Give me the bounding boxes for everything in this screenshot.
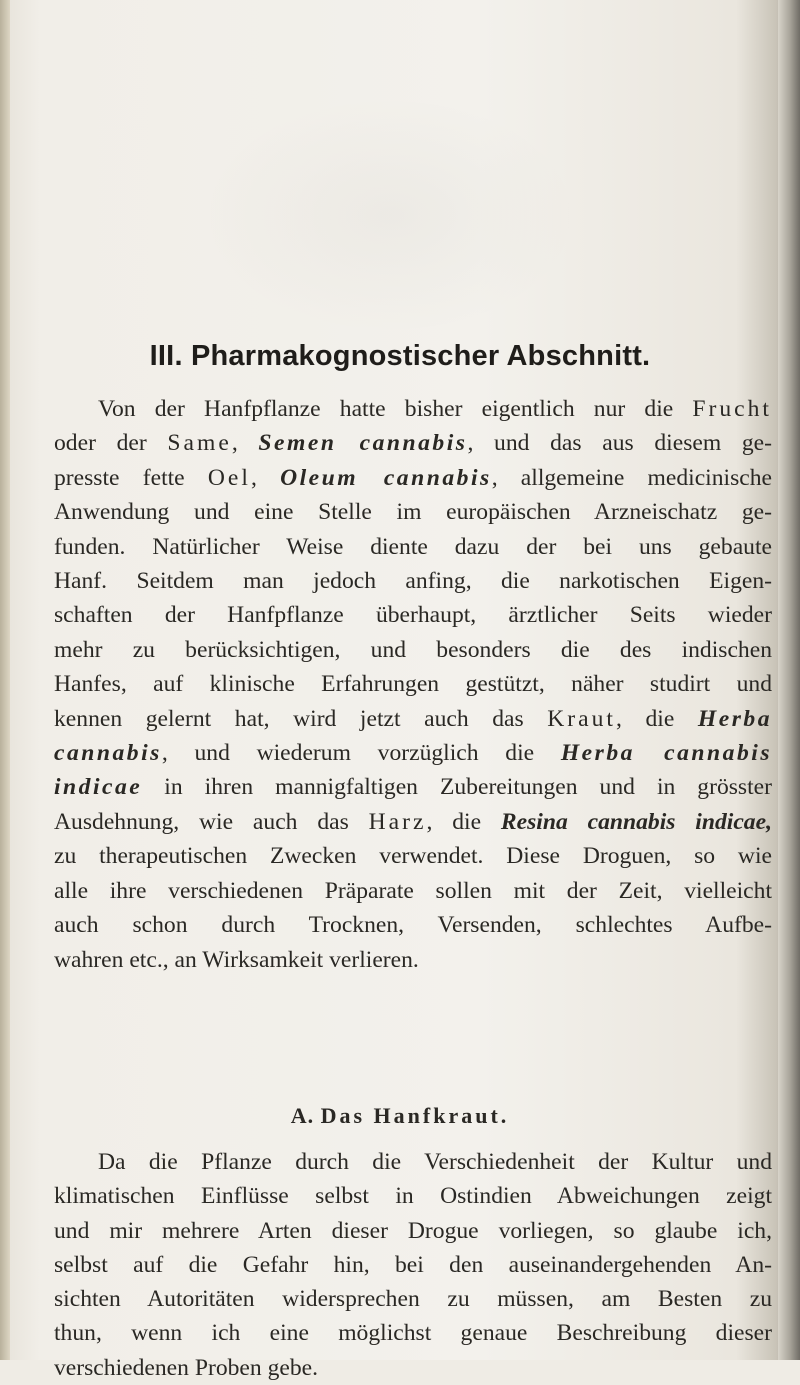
text-line: alle ihre verschiedenen Präparate sollen mit der Zeit, vielleicht [54,877,772,904]
text-run: presste fette [54,464,208,491]
section-number: A. [290,1103,321,1128]
latin-term: Herba cannabis [560,740,772,767]
text-line: Hanf. Seitdem man jedoch anfing, die narkotischen Eigen- [54,568,772,595]
section-title-text: Das Hanfkraut. [320,1103,510,1128]
latin-term: Semen cannabis [258,430,468,457]
spaced-term: Kraut [547,705,616,732]
text-line [54,770,772,804]
text-line [54,736,772,770]
text-line: zu therapeutischen Zwecken verwendet. Diese Droguen, so wie [54,843,772,870]
text-run: , [231,430,259,457]
spaced-term: Same [167,430,232,457]
text-line: verschiedenen Proben gebe. [54,1354,319,1381]
text-line: Hanfes, auf klinische Erfahrungen gestützt, näher studirt und [54,671,772,698]
text-line: mehr zu berücksichtigen, und besonders die des indischen [54,636,772,663]
paragraph-2 [54,1145,772,1385]
show-through-area [200,95,580,335]
latin-term: cannabis [54,740,162,767]
page-left-edge [0,0,10,1360]
latin-term: indicae [54,774,143,801]
latin-term: Herba [697,705,772,732]
latin-term: Oleum cannabis [280,464,492,491]
page-right-edge [778,0,800,1360]
text-line: sichten Autoritäten widersprechen zu müssen, am Besten zu [54,1286,772,1313]
text-line: und mir mehrere Arten dieser Drogue vorliegen, so glaube ich, [54,1217,772,1244]
text-line: wahren etc., an Wirksamkeit verlieren. [54,946,419,973]
spaced-term: Frucht [692,396,772,422]
text-line: thun, wenn ich eine möglichst genaue Beschreibung dieser [54,1320,772,1347]
text-run: Ausdehnung, wie auch das [54,808,369,835]
text-run: kennen gelernt hat, wird jetzt auch das [54,705,548,732]
latin-term: Resina cannabis indicae, [500,808,772,835]
text-run: in ihren mannigfaltigen Zubereitungen und in grösster [142,774,772,801]
text-line: schaften der Hanfpflanze überhaupt, ärztlicher Seits wieder [54,602,772,629]
text-line: selbst auf die Gefahr hin, bei den auseinandergehenden An- [54,1251,772,1278]
spaced-term: Harz [368,808,427,835]
text-line: klimatischen Einflüsse selbst in Ostindien Abweichungen zeigt [54,1183,772,1210]
text-line [54,392,772,426]
text-line [54,805,772,839]
text-line: funden. Natürlicher Weise diente dazu der bei uns gebaute [54,533,772,560]
text-line [54,702,772,736]
text-run: Von der Hanfpflanze hatte bisher eigentlich nur die [98,396,693,422]
text-run: , und das aus diesem ge- [467,430,772,457]
text-run: oder der [54,430,168,457]
text-run: , allgemeine medicinische [491,464,773,491]
section-heading [0,1103,800,1129]
spaced-term: Oel [207,464,251,491]
text-line: Anwendung und eine Stelle im europäischen Arzneischatz ge- [54,499,772,526]
text-line: Da die Pflanze durch die Verschiedenheit der Kultur und [98,1149,772,1175]
text-run: , [250,464,281,491]
text-line [54,461,772,495]
text-run: , die [426,808,501,835]
chapter-heading: III. Pharmakognostischer Abschnitt. [149,340,651,372]
text-line: auch schon durch Trocknen, Versenden, schlechtes Aufbe- [54,912,772,939]
text-line [54,426,772,460]
paragraph-1 [54,392,772,977]
text-run: , und wiederum vorzüglich die [161,740,561,767]
text-run: , die [616,705,698,732]
